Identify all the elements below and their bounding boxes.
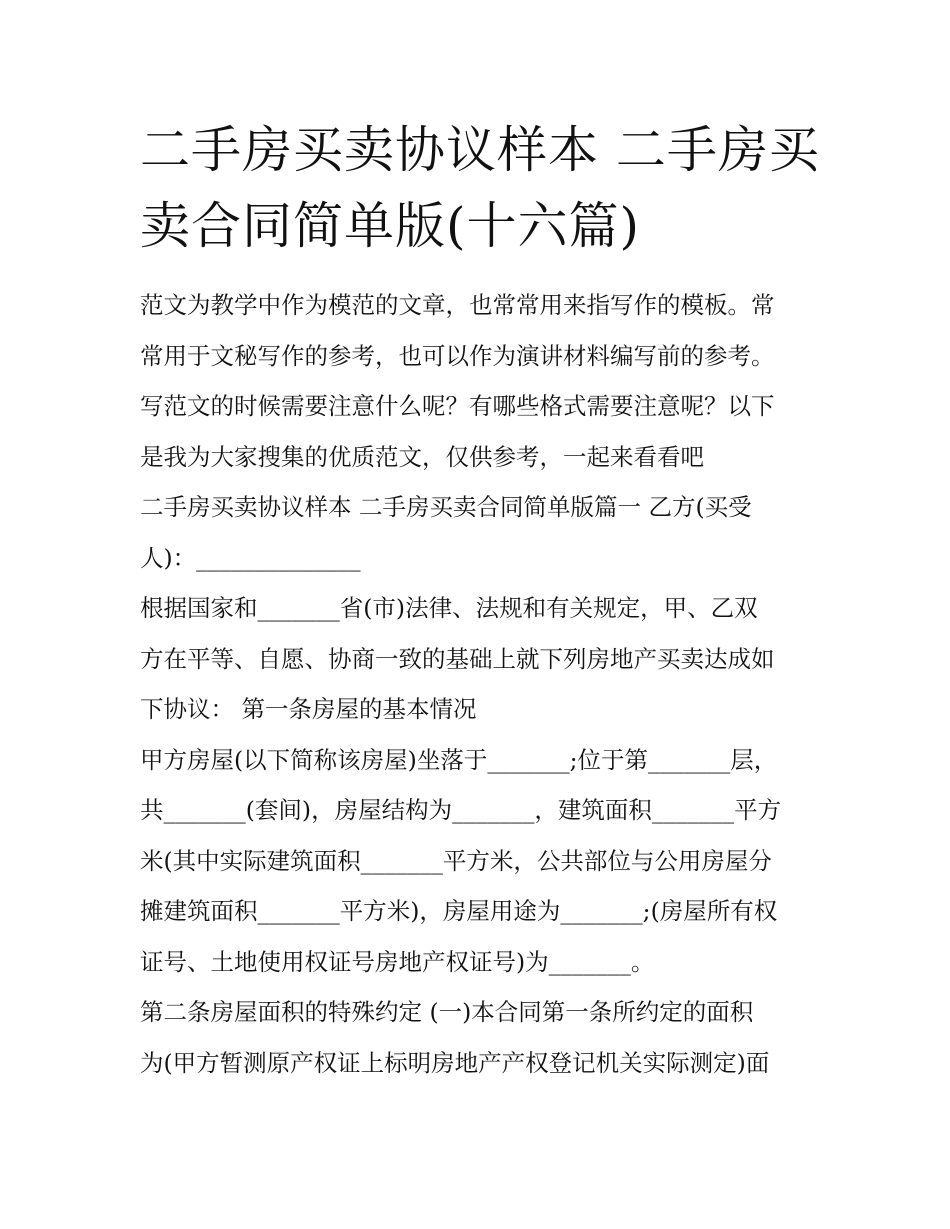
body-line: 写范文的时候需要注意什么呢？有哪些格式需要注意呢？以下: [140, 392, 775, 420]
document-title: [140, 112, 830, 264]
body-line: 第二条房屋面积的特殊约定 (一)本合同第一条所约定的面积: [140, 998, 754, 1026]
body-line: 证号、土地使用权证号房地产权证号)为_______。: [140, 947, 655, 976]
body-line: 下协议： 第一条房屋的基本情况: [140, 695, 477, 723]
body-line: 人)：______________: [140, 543, 361, 572]
title-line: 卖合同简单版(十六篇): [140, 197, 641, 255]
body-line: 范文为教学中作为模范的文章，也常常用来指写作的模板。常: [140, 291, 775, 319]
title-line: 二手房买卖协议样本 二手房买: [140, 121, 820, 179]
body-line: 方在平等、自愿、协商一致的基础上就下列房地产买卖达成如: [140, 644, 775, 673]
body-line: 为(甲方暂测原产权证上标明房地产产权登记机关实际测定)面: [140, 1048, 770, 1077]
body-line: 是我为大家搜集的优质范文，仅供参考，一起来看看吧: [140, 442, 704, 471]
body-line: 根据国家和_______省(市)法律、法规和有关规定，甲、乙双: [140, 594, 758, 622]
document-body: [140, 280, 830, 1088]
body-line: 共_______(套间)，房屋结构为_______，建筑面积_______平方: [140, 796, 782, 824]
body-line: 甲方房屋(以下简称该房屋)坐落于_______;位于第_______层，: [140, 745, 778, 774]
body-line: 二手房买卖协议样本 二手房买卖合同简单版篇一 乙方(买受: [140, 493, 752, 521]
body-line: 常用于文秘写作的参考，也可以作为演讲材料编写前的参考。: [140, 341, 775, 370]
body-line: 米(其中实际建筑面积_______平方米，公共部位与公用房屋分: [140, 846, 772, 875]
body-line: 摊建筑面积_______平方米)，房屋用途为_______;(房屋所有权: [140, 897, 778, 925]
